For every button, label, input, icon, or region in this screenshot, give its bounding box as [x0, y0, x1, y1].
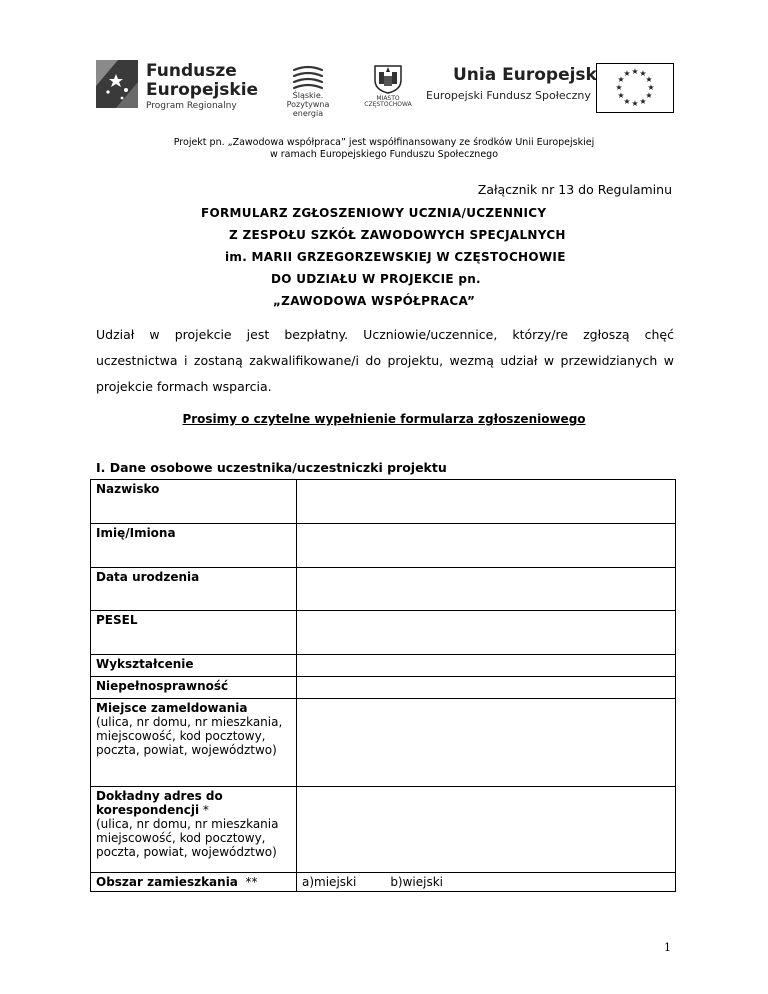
- table-row: [91, 480, 676, 524]
- area-options-cell: [297, 873, 676, 892]
- fundusze-europejskie-title: [146, 62, 258, 100]
- svg-text:★: ★: [639, 69, 647, 78]
- intro-line1: Udział w projekcie jest bezpłatny. Uczniowie/uczennice, którzy/re zgłoszą chęć: [96, 327, 674, 342]
- correspondence-label-cell: [91, 787, 297, 873]
- fill-legibly-notice: Prosimy o czytelne wypełnienie formularza zgłoszeniowego: [182, 412, 586, 426]
- annex-label: Załącznik nr 13 do Regulaminu: [477, 182, 672, 197]
- city-crest-icon: [372, 64, 404, 94]
- residence-field[interactable]: [297, 699, 676, 787]
- correspondence-field[interactable]: [297, 787, 676, 873]
- fe-title-line2: Europejskie: [146, 80, 259, 100]
- birth-date-field[interactable]: [297, 568, 676, 611]
- table-row: [91, 568, 676, 611]
- area-label: Obszar zamieszkania: [96, 875, 238, 889]
- form-title-line5: „ZAWODOWA WSPÓŁPRACA”: [273, 294, 476, 308]
- table-row: [91, 873, 676, 892]
- area-label-cell: [91, 873, 297, 892]
- disability-label: Niepełnosprawność: [91, 677, 297, 699]
- cofinancing-note: [0, 137, 768, 161]
- slaskie-line2: Pozytywna energia: [286, 100, 330, 118]
- table-row: [91, 699, 676, 787]
- eu-flag-icon: [596, 63, 674, 113]
- correspondence-label: Dokładny adres do korespondencji: [96, 789, 223, 817]
- city-caption: [362, 96, 414, 108]
- first-names-label: Imię/Imiona: [91, 524, 297, 568]
- pesel-label: PESEL: [91, 611, 297, 655]
- eu-title: Unia Europejska: [453, 65, 609, 85]
- svg-text:★: ★: [615, 83, 623, 92]
- education-field[interactable]: [297, 655, 676, 677]
- area-footnote-mark: **: [237, 875, 258, 889]
- form-title-line3: im. MARII GRZEGORZEWSKIEJ W CZĘSTOCHOWIE: [225, 250, 566, 264]
- table-row: [91, 787, 676, 873]
- form-title-line4: DO UDZIAŁU W PROJEKCIE pn.: [271, 272, 481, 286]
- residence-label: Miejsce zameldowania: [96, 701, 248, 715]
- section-heading: I. Dane osobowe uczestnika/uczestniczki projektu: [96, 460, 447, 475]
- table-row: [91, 524, 676, 568]
- cofinancing-line2: w ramach Europejskiego Funduszu Społecznego: [269, 149, 499, 160]
- svg-text:★: ★: [647, 83, 655, 92]
- correspondence-footnote-mark: *: [199, 803, 209, 817]
- table-row: [91, 677, 676, 699]
- svg-text:★: ★: [639, 97, 647, 106]
- slaskie-line1: Śląskie.: [292, 91, 324, 100]
- svg-text:★: ★: [631, 99, 639, 108]
- eu-subtitle: Europejski Fundusz Społeczny: [426, 89, 591, 102]
- svg-text:★: ★: [617, 75, 625, 84]
- slaskie-caption: [273, 91, 343, 118]
- slaskie-logo-icon: [290, 62, 326, 94]
- svg-text:★: ★: [645, 75, 653, 84]
- correspondence-note: (ulica, nr domu, nr mieszkania miejscowość, kod pocztowy, poczta, powiat, województwo): [96, 817, 279, 859]
- residence-label-cell: [91, 699, 297, 787]
- area-option-rural[interactable]: b)wiejski: [390, 875, 444, 889]
- table-row: [91, 611, 676, 655]
- first-names-field[interactable]: [297, 524, 676, 568]
- city-line2: CZĘSTOCHOWA: [364, 101, 412, 108]
- disability-field[interactable]: [297, 677, 676, 699]
- svg-text:★: ★: [623, 69, 631, 78]
- svg-text:★: ★: [617, 91, 625, 100]
- svg-text:★: ★: [645, 91, 653, 100]
- cofinancing-line1: Projekt pn. „Zawodowa współpraca” jest współfinansowany ze środków Unii Europejskiej: [173, 137, 595, 148]
- svg-text:★: ★: [623, 97, 631, 106]
- pesel-field[interactable]: [297, 611, 676, 655]
- form-title-line2: Z ZESPOŁU SZKÓŁ ZAWODOWYCH SPECJALNYCH: [229, 228, 566, 242]
- surname-field[interactable]: [297, 480, 676, 524]
- residence-note: (ulica, nr domu, nr mieszkania, miejscowość, kod pocztowy, poczta, powiat, województwo): [96, 715, 283, 757]
- svg-text:★: ★: [631, 67, 639, 76]
- fundusze-europejskie-logo-icon: [96, 60, 138, 108]
- personal-data-table: [90, 479, 676, 892]
- education-label: Wykształcenie: [91, 655, 297, 677]
- form-title-line1: FORMULARZ ZGŁOSZENIOWY UCZNIA/UCZENNICY: [201, 206, 547, 220]
- table-row: [91, 655, 676, 677]
- page-number: 1: [664, 941, 671, 954]
- intro-paragraph: [96, 322, 674, 400]
- city-line1: MIASTO: [376, 95, 400, 102]
- fe-title-line1: Fundusze: [146, 61, 237, 81]
- surname-label: Nazwisko: [91, 480, 297, 524]
- fe-subtitle: Program Regionalny: [146, 101, 237, 111]
- area-option-urban[interactable]: a)miejski: [302, 875, 357, 889]
- intro-rest: uczestnictwa i zostaną zakwalifikowane/i do projektu, wezmą udział w przewidzianych w projekcie formach wsparcia.: [96, 353, 674, 394]
- birth-date-label: Data urodzenia: [91, 568, 297, 611]
